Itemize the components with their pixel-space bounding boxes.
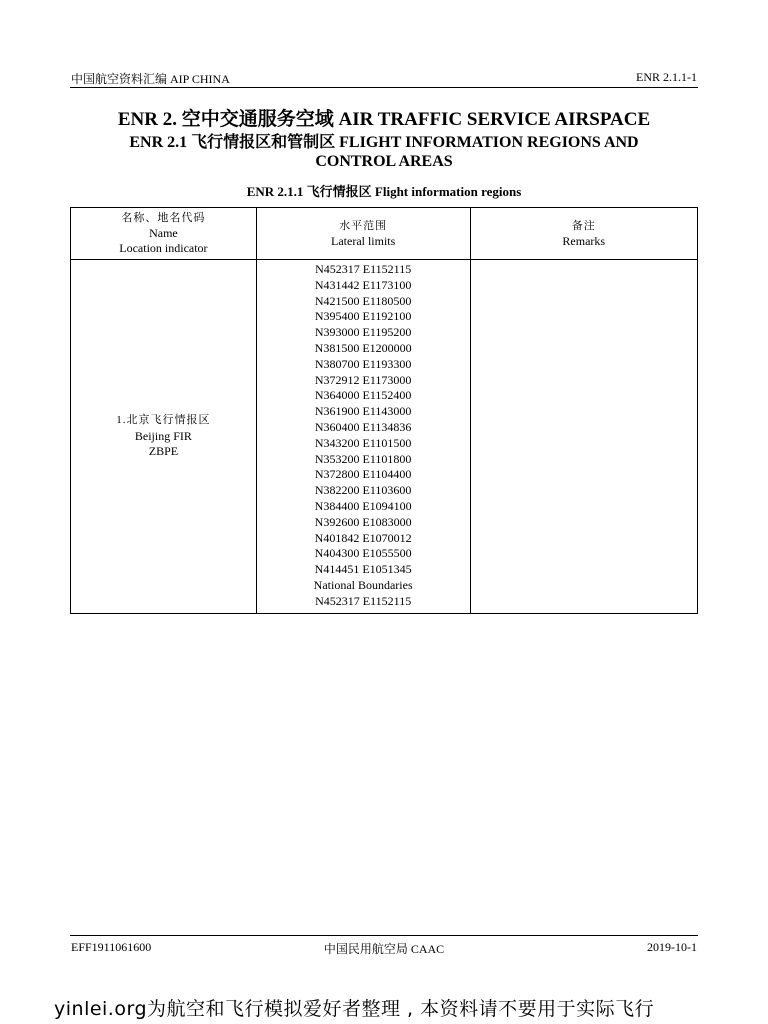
- coordinate-line: N393000 E1195200: [314, 325, 412, 340]
- fir-name-en: Beijing FIR: [134, 428, 192, 443]
- fir-name-zh: 1.北京飞行情报区: [116, 414, 211, 427]
- header-publication: 中国航空资料汇编 AIP CHINA: [71, 72, 230, 86]
- coordinate-line: N452317 E1152115: [315, 262, 412, 276]
- coordinate-line: N382200 E1103600: [314, 483, 412, 498]
- table-header-row: [71, 208, 698, 260]
- header-page-number: ENR 2.1.1-1: [636, 70, 697, 84]
- header-remarks: [470, 208, 698, 260]
- watermark-text: yinlei.org为航空和飞行模拟爱好者整理 , 本资料请不要用于实际飞行: [54, 998, 655, 1020]
- footer-date: 2019-10-1: [647, 940, 697, 954]
- coordinate-line: N392600 E1083000: [314, 514, 412, 529]
- footer-effective-date: EFF1911061600: [71, 940, 152, 954]
- table-row: [71, 260, 698, 614]
- header-lateral-en: Lateral limits: [331, 233, 396, 248]
- header-name-zh: 名称、地名代码: [121, 212, 206, 224]
- coordinate-line: N380700 E1193300: [314, 356, 412, 371]
- header-rule: [70, 87, 698, 88]
- footer-rule: [70, 935, 698, 936]
- header-name-en: Name: [149, 226, 178, 240]
- coordinate-line: N360400 E1134836: [314, 419, 412, 434]
- coordinate-line: N361900 E1143000: [314, 404, 412, 419]
- coordinate-line: N414451 E1051345: [314, 562, 412, 577]
- coordinate-line: N421500 E1180500: [314, 293, 412, 308]
- header-lateral-zh: 水平范围: [339, 219, 388, 232]
- fir-table: [70, 207, 698, 614]
- coordinate-line: N401842 E1070012: [314, 530, 412, 545]
- header-name: [71, 208, 257, 260]
- header-remarks-en: Remarks: [562, 233, 606, 248]
- cell-remarks: [470, 260, 698, 614]
- table-title: ENR 2.1.1 飞行情报区 Flight information regions: [246, 184, 522, 199]
- coordinate-line: N384400 E1094100: [314, 498, 412, 513]
- subsection-title: ENR 2.1 飞行情报区和管制区 FLIGHT INFORMATION REGIONS AND CONTROL AREAS: [129, 134, 639, 170]
- coordinate-line: N372800 E1104400: [314, 467, 412, 482]
- fir-indicator: ZBPE: [148, 444, 179, 459]
- cell-lateral-limits: [256, 260, 470, 614]
- coordinate-line: N343200 E1101500: [314, 435, 412, 450]
- header-lateral-limits: [256, 208, 470, 260]
- section-title: ENR 2. 空中交通服务空域 AIR TRAFFIC SERVICE AIRSPACE: [117, 109, 651, 130]
- cell-name: [71, 260, 257, 614]
- header-location-indicator: Location indicator: [119, 241, 208, 255]
- coordinate-line: N353200 E1101800: [314, 451, 412, 466]
- coordinate-line: N395400 E1192100: [314, 309, 412, 324]
- coordinate-line: N364000 E1152400: [314, 388, 412, 403]
- footer-authority: 中国民用航空局 CAAC: [323, 942, 445, 956]
- header-remarks-zh: 备注: [571, 219, 596, 232]
- coordinate-line: N372912 E1173000: [314, 372, 412, 387]
- coordinate-line: N431442 E1173100: [314, 277, 412, 292]
- coordinate-line: N404300 E1055500: [314, 546, 412, 561]
- coordinate-line: N381500 E1200000: [314, 340, 412, 355]
- coordinate-line: N452317 E1152115: [315, 593, 412, 608]
- coordinate-line: National Boundaries: [313, 577, 413, 592]
